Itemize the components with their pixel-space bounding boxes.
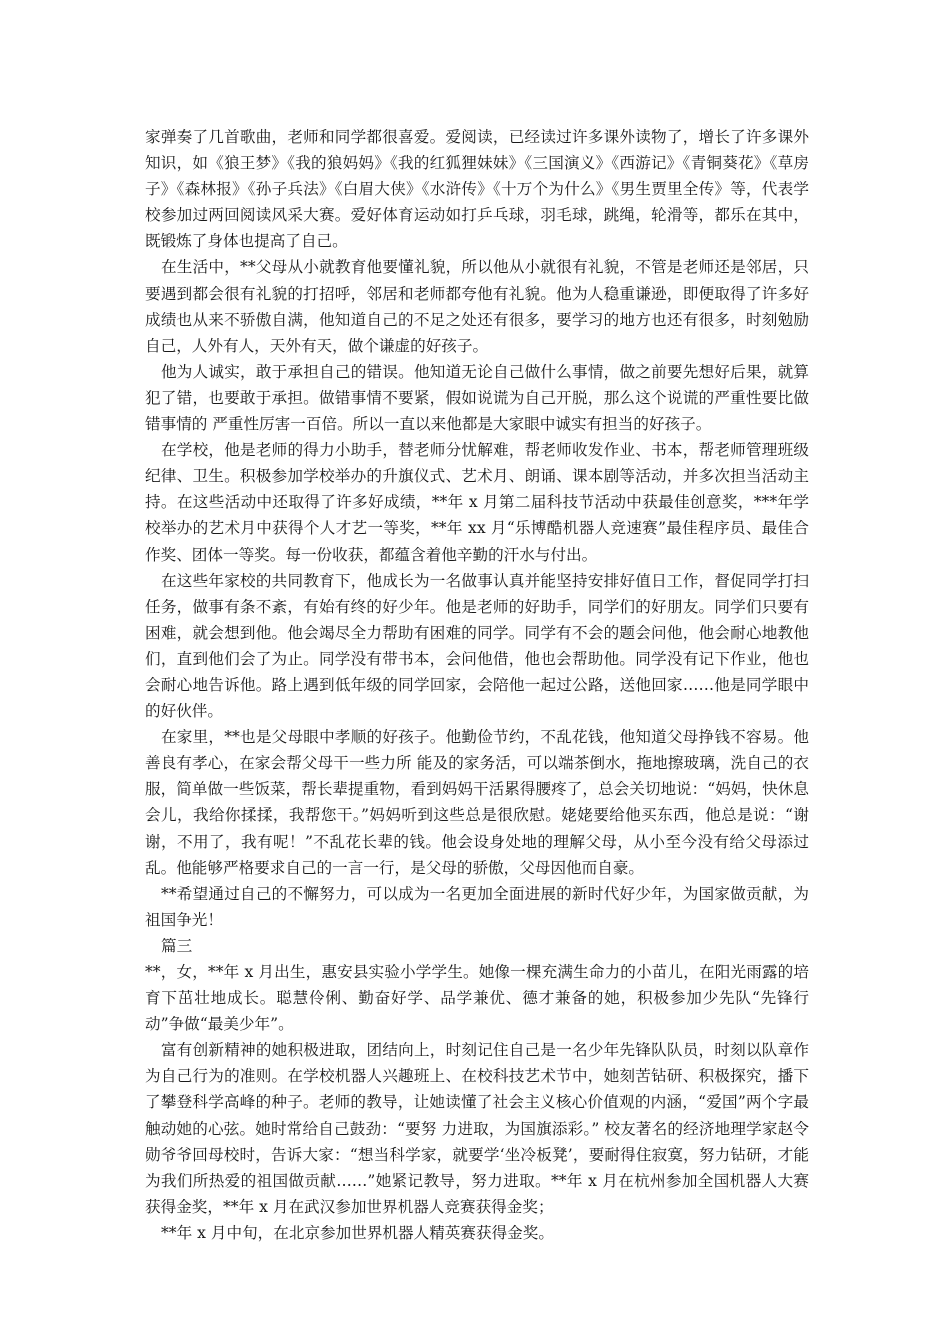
section-heading-part-three: 篇三 bbox=[161, 936, 193, 955]
paragraph-politeness: 在生活中，**父母从小就教育他要懂礼貌，所以他从小就很有礼貌，不管是老师还是邻居，只要遇到都会很有礼貌的打招呼，邻居和老师都夸他有礼貌。他为人稳重谦逊，即便取得了许多好成绩也从来不骄傲自满，他知道自己的不足之处还有很多，要学习的地方也还有很多，时刻勉励自己，人外有人，天外有天，做个谦虚的好孩子。 bbox=[145, 258, 809, 355]
paragraph-innovation: 富有创新精神的她积极进取，团结向上，时刻记住自己是一名少年先锋队队员，时刻以队章作为自己行为的准则。在学校机器人兴趣班上、在校科技艺术节中，她刻苦钻研、积极探究，播下了攀登科学高峰的种子。老师的教导，让她读懂了社会主义核心价值观的内涵，“爱国”两个字最触动她的心弦。她时常给自己鼓劲：“要努 力进取，为国旗添彩。” 校友著名的经济地理学家赵令勋爷爷回母校时，告诉大家：“想当科学家，就要学‘坐冷板凳’，要耐得住寂寞，努力钻研，才能为我们所热爱的祖国做贡献……”她紧记教导，努力进取。**年 x 月在杭州参加全国机器人大赛获得金奖，**年 x 月在武汉参加世界机器人竞赛获得金奖； bbox=[145, 1041, 809, 1216]
paragraph-filial-child: 在家里，**也是父母眼中孝顺的好孩子。他勤俭节约，不乱花钱，他知道父母挣钱不容易。他善良有孝心，在家会帮父母干一些力所 能及的家务活，可以端茶倒水，拖地擦玻璃，洗自己的衣服，简单做一些饭菜，帮长辈提重物，看到妈妈干活累得腰疼了，总会关切地说：“妈妈，快休息会儿，我给你揉揉，我帮您干。”妈妈听到这些总是很欣慰。姥姥要给他买东西，他总是说：“谢谢，不用了，我有呢！”不乱花长辈的钱。他会设身处地的理解父母，从小至今没有给父母添过乱。他能够严格要求自己的一言一行，是父母的骄傲，父母因他而自豪。 bbox=[145, 728, 809, 877]
paragraph-hope: **希望通过自己的不懈努力，可以成为一名更加全面进展的新时代好少年，为国家做贡献，为祖国争光！ bbox=[145, 884, 809, 929]
paragraph-good-partner: 在这些年家校的共同教育下，他成长为一名做事认真并能坚持安排好值日工作，督促同学打扫任务，做事有条不紊，有始有终的好少年。他是老师的好助手，同学们的好朋友。同学们只要有困难，就会想到他。他会竭尽全力帮助有困难的同学。同学有不会的题会问他，他会耐心地教他们，直到他们会了为止。同学没有带书本，会问他借，他也会帮助他。同学没有记下作业，他也会耐心地告诉他。路上遇到低年级的同学回家，会陪他一起过公路，送他回家……他是同学眼中的好伙伴。 bbox=[145, 571, 809, 721]
document-body bbox=[145, 124, 809, 1246]
paragraph-reading-hobbies: 家弹奏了几首歌曲，老师和同学都很喜爱。爱阅读，已经读过许多课外读物了，增长了许多课外知识，如《狼王梦》《我的狼妈妈》《我的红狐狸妹妹》《三国演义》《西游记》《青铜葵花》《草房子》《森林报》《孙子兵法》《白眉大侠》《水浒传》《十万个为什么》《男生贾里全传》等，代表学校参加过两回阅读风采大赛。爱好体育运动如打乒乓球，羽毛球，跳绳，轮滑等，都乐在其中，既锻炼了身体也提高了自己。 bbox=[145, 128, 809, 251]
paragraph-honesty: 他为人诚实，敢于承担自己的错误。他知道无论自己做什么事情，做之前要先想好后果，就算犯了错，也要敢于承担。做错事情不要紧，假如说谎为自己开脱，那么这个说谎的严重性要比做错事情的 严重性厉害一百倍。所以一直以来他都是大家眼中诚实有担当的好孩子。 bbox=[145, 362, 809, 434]
paragraph-beijing-award: **年 x 月中旬，在北京参加世界机器人精英赛获得金奖。 bbox=[161, 1223, 554, 1242]
paragraph-school-helper: 在学校，他是老师的得力小助手，替老师分忧解难，帮老师收发作业、书本，帮老师管理班级纪律、卫生。积极参加学校举办的升旗仪式、艺术月、朗诵、课本剧等活动，并多次担当活动主持。在这些活动中还取得了许多好成绩，**年 x 月第二届科技节活动中获最佳创意奖，***年学校举办的艺术月中获得个人才艺一等奖，**年 xx 月“乐博酷机器人竞速赛”最佳程序员、最佳合作奖、团体一等奖。每一份收获，都蕴含着他辛勤的汗水与付出。 bbox=[145, 441, 809, 564]
paragraph-introduction: **，女，**年 x 月出生，惠安县实验小学学生。她像一棵充满生命力的小苗儿，在阳光雨露的培育下茁壮地成长。聪慧伶俐、勤奋好学、品学兼优、德才兼备的她，积极参加少先队“先锋行动”争做“最美少年”。 bbox=[145, 963, 809, 1034]
